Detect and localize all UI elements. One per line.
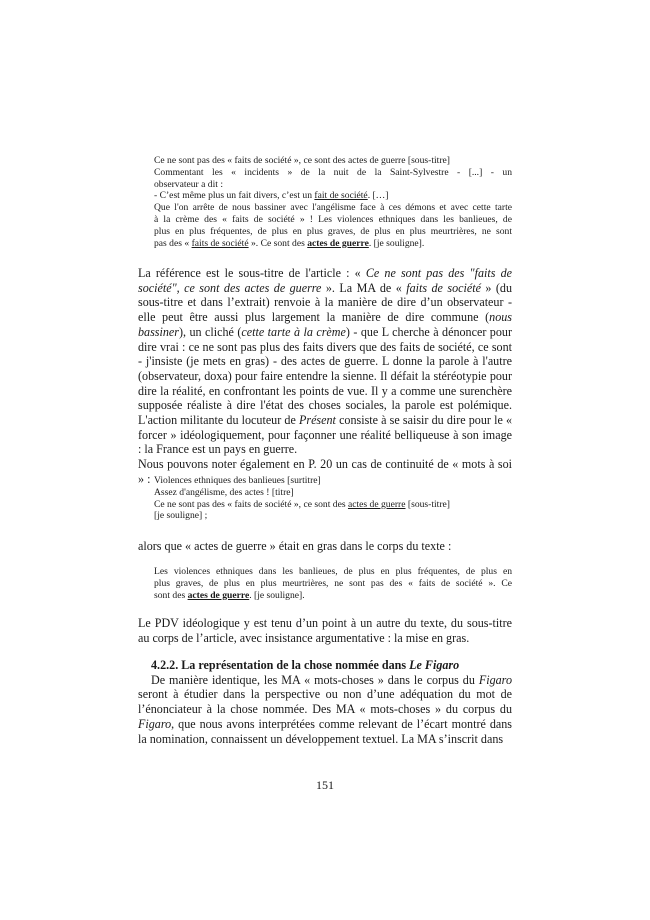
body-paragraph-1 <box>138 266 512 487</box>
text-run: consiste à se saisir du dire pour le « forcer » idéologiquement, pour façonner une réalité belliqueuse à son image : la France est un pays en guerre. <box>138 413 512 457</box>
italic-text: cette tarte à la crème <box>241 324 346 339</box>
quote-line <box>154 590 512 602</box>
paragraph: Le PDV idéologique y est tenu d’un point à un autre du texte, du sous-titre au corps de l’article, avec insistance argumentative : la mise en gras. <box>138 616 512 645</box>
section-block <box>138 658 512 746</box>
paragraph <box>138 673 512 747</box>
quote-line: Commentant les « incidents » de la nuit de la Saint-Sylvestre - [...] - un <box>154 166 512 178</box>
quote-text: pas des « <box>154 237 192 249</box>
quote-line: observateur a dit : <box>154 178 223 190</box>
text-run: , que nous avons interprétées comme relevant de l’écart montré dans la nomination, connaissent un développement textuel. La MA s’inscrit dans <box>138 716 512 746</box>
body-paragraph-4 <box>138 616 512 645</box>
underlined-text: faits de société <box>191 237 249 249</box>
bold-underlined-text: actes de guerre <box>187 589 250 601</box>
section-heading <box>138 658 512 673</box>
heading-italic: Le Figaro <box>409 658 460 672</box>
quote-block-1 <box>154 155 512 249</box>
quote-text: - C’est même plus un fait divers, c’est un <box>154 190 315 202</box>
underlined-text: actes de guerre <box>347 498 406 510</box>
quote-text: ». Ce sont des <box>248 237 308 249</box>
italic-text: Figaro <box>478 672 512 687</box>
text-run: ) - que L cherche à dénoncer pour dire vrai : ce ne sont pas plus des faits divers que des faits de société, ce sont - j'insiste (je mets en gras) - des actes de guerre. L donne la parole à l'autre (observateur, doxa) pour faire entendre la sienne. Il défait la stéréotypie pour dire la réalité, en confrontant les points de vue. Il y a comme une surenchère supposée réaliste à dire l'état des choses sociales, la parole est polémique. L'action militante du locuteur de <box>138 324 512 428</box>
body-paragraph-3 <box>138 539 512 554</box>
quote-line: Les violences ethniques dans les banlieues, de plus en plus fréquentes, de plus en <box>154 566 512 577</box>
paragraph: alors que « actes de guerre » était en gras dans le corps du texte : <box>138 539 452 553</box>
page-number: 151 <box>316 778 334 792</box>
quote-line <box>154 499 512 511</box>
quote-line: Assez d'angélisme, des actes ! [titre] <box>154 486 294 498</box>
italic-text: Présent <box>298 413 336 428</box>
text-run: De manière identique, les MA « mots-choses » dans le corpus du <box>151 672 479 687</box>
text-run: » (du sous-titre et dans l’extrait) renvoie à la manière de dire d’un observateur - elle peut être aussi plus largement la manière de dire commune ( <box>138 280 512 325</box>
heading-text: 4.2.2. La représentation de la chose nommée dans <box>151 658 410 672</box>
text-run: ), un cliché ( <box>179 324 242 339</box>
text-run: ». La MA de « <box>321 280 407 295</box>
quote-line: Que l'on arrête de nous bassiner avec l'angélisme face à ces démons et avec cette tarte <box>154 202 512 214</box>
italic-text: Ce ne sont pas des "faits de société", ce sont des actes de guerre <box>138 266 512 295</box>
quote-line: plus en plus fréquentes, de plus en plus graves, de plus en plus meurtrières, ne sont <box>154 225 512 237</box>
quote-line <box>154 190 512 202</box>
quote-text: [sous-titre] <box>405 498 450 510</box>
quote-line <box>154 238 512 250</box>
italic-text: nous bassiner <box>138 310 512 339</box>
italic-text: Figaro <box>138 716 172 731</box>
text-run: La référence est le sous-titre de l'article : « <box>138 266 366 280</box>
text-run: seront à étudier dans la perspective ou non d’une adéquation du mot de l’énonciateur à la chose nommée. Des MA « mots-choses » du corpus du <box>138 687 512 717</box>
bold-underlined-text: actes de guerre <box>307 237 369 249</box>
quote-line: à la crème des « faits de société » ! Les violences ethniques dans les banlieues, de <box>154 213 512 225</box>
quote-block-2 <box>154 475 512 522</box>
quote-line: Violences ethniques des banlieues [surtitre] <box>154 475 321 486</box>
underlined-text: fait de société <box>314 190 368 202</box>
quote-text: . [je souligne]. <box>249 589 305 601</box>
quote-line: Ce ne sont pas des « faits de société », ce sont des actes de guerre [sous-titre] <box>154 155 450 166</box>
quote-line: plus graves, de plus en plus meurtrières, ne sont pas des « faits de société ». Ce <box>154 577 512 589</box>
quote-block-3 <box>154 566 512 601</box>
paragraph: Nous pouvons noter également en P. 20 un cas de continuité de « mots à soi » : <box>138 457 512 486</box>
quote-text: . [je souligne]. <box>368 237 425 249</box>
paragraph <box>138 266 512 457</box>
quote-text: . […] <box>367 190 389 202</box>
quote-text: sont des <box>154 589 188 601</box>
quote-line: [je souligne] ; <box>154 510 208 522</box>
italic-text: faits de société <box>406 280 481 295</box>
quote-text: Ce ne sont pas des « faits de société », ce sont des <box>154 498 348 510</box>
